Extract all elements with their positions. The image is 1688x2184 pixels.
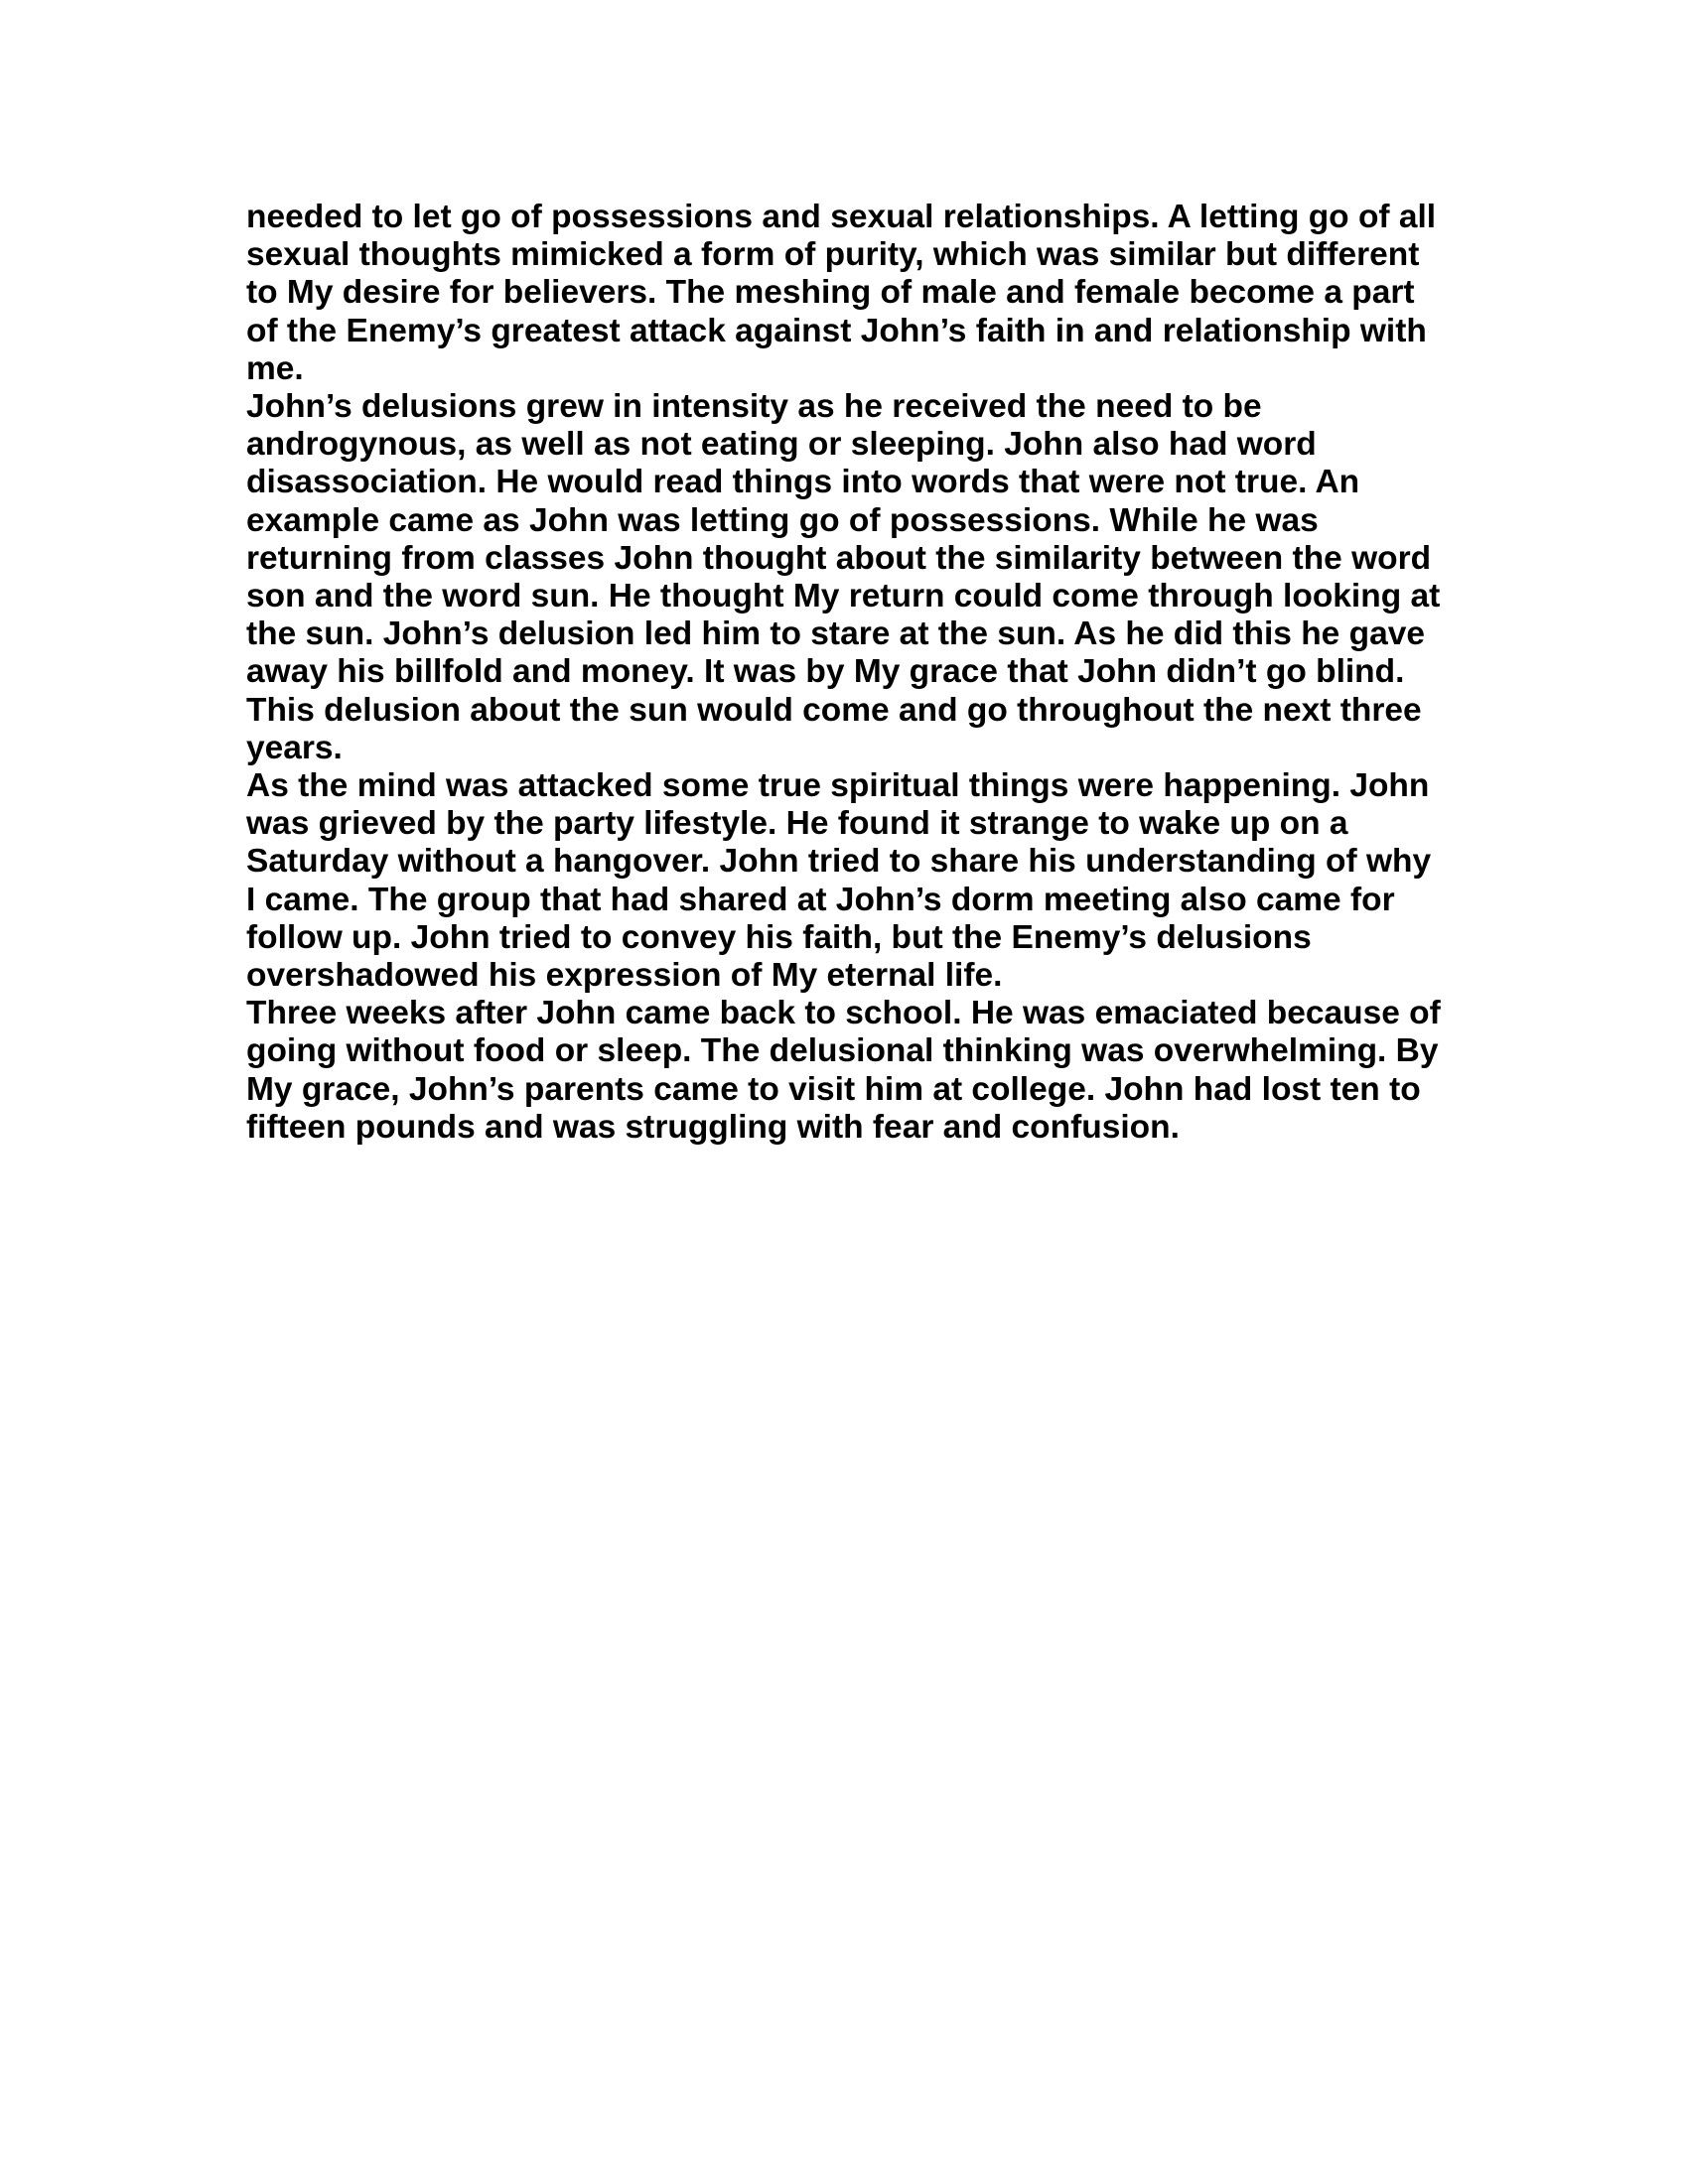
text-line: This delusion about the sun would come and go throughout the next three — [246, 691, 1422, 729]
text-line: overshadowed his expression of My eternal life. — [246, 957, 1003, 995]
text-line: son and the word sun. He thought My return could come through looking at — [246, 578, 1441, 615]
text-line: to My desire for believers. The meshing of male and female become a part — [246, 274, 1415, 312]
text-line: of the Enemy’s greatest attack against John’s faith in and relationship with — [246, 312, 1427, 349]
text-line: example came as John was letting go of possessions. While he was — [246, 501, 1319, 539]
text-line: John’s delusions grew in intensity as he received the need to be — [246, 388, 1262, 426]
text-line: away his billfold and money. It was by My grace that John didn’t go blind. — [246, 653, 1405, 691]
text-line: needed to let go of possessions and sexual relationships. A letting go of all — [246, 199, 1437, 235]
text-line: going without food or sleep. The delusional thinking was overwhelming. By — [246, 1032, 1439, 1070]
text-line: returning from classes John thought about the similarity between the word — [246, 539, 1432, 577]
text-line: fifteen pounds and was struggling with fear and confusion. — [246, 1108, 1180, 1146]
text-line: follow up. John tried to convey his faith, but the Enemy’s delusions — [246, 918, 1312, 956]
text-line: years. — [246, 729, 343, 766]
text-line: Three weeks after John came back to school. He was emaciated because of — [246, 995, 1441, 1032]
text-line: me. — [246, 349, 304, 387]
text-line: sexual thoughts mimicked a form of purity, which was similar but different — [246, 236, 1420, 274]
body-text — [246, 199, 1441, 1147]
text-line: Saturday without a hangover. John tried to share his understanding of why — [246, 843, 1432, 881]
text-line: the sun. John’s delusion led him to stare at the sun. As he did this he gave — [246, 615, 1425, 653]
text-line: I came. The group that had shared at John’s dorm meeting also came for — [246, 881, 1395, 918]
text-line: My grace, John’s parents came to visit him at college. John had lost ten to — [246, 1070, 1421, 1108]
text-line: disassociation. He would read things into words that were not true. An — [246, 464, 1360, 501]
text-line: was grieved by the party lifestyle. He found it strange to wake up on a — [246, 805, 1348, 843]
text-line: As the mind was attacked some true spiritual things were happening. John — [246, 767, 1430, 805]
text-line: androgynous, as well as not eating or sleeping. John also had word — [246, 426, 1317, 464]
